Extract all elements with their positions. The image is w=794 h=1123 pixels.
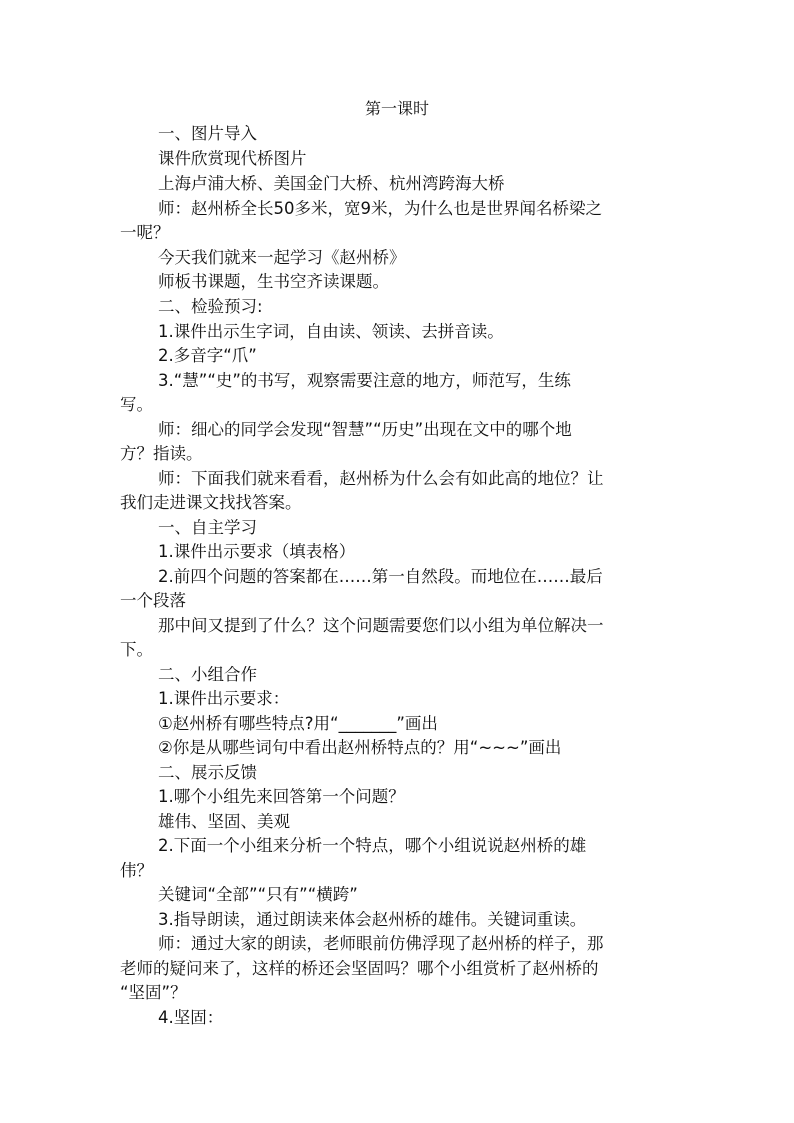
paragraph-line: 我们走进课文找找答案。: [120, 493, 302, 512]
paragraph-line: 方？指读。: [120, 444, 203, 463]
section-heading: 二、检验预习:: [158, 297, 263, 316]
paragraph-line: 2.前四个问题的答案都在……第一自然段。而地位在……最后: [158, 567, 603, 586]
paragraph-line: 师板书课题，生书空齐读课题。: [158, 272, 389, 291]
paragraph-line: 关键词“全部”“只有”“横跨”: [158, 885, 358, 904]
paragraph-line: ②你是从哪些词句中看出赵州桥特点的？用“~~~”画出: [158, 738, 562, 757]
paragraph-line: 师：赵州桥全长50多米，宽9米，为什么也是世界闻名桥梁之: [158, 199, 602, 218]
paragraph-line: 一呢？: [120, 223, 170, 242]
paragraph-line: 写。: [120, 395, 153, 414]
paragraph-line: 3.指导朗读，通过朗读来体会赵州桥的雄伟。关键词重读。: [158, 910, 587, 929]
paragraph-line: 课件欣赏现代桥图片: [158, 149, 307, 168]
paragraph-line: 1.课件出示生字词，自由读、领读、去拼音读。: [158, 322, 504, 341]
paragraph-line: 一个段落: [120, 591, 186, 610]
paragraph-line: 1.哪个小组先来回答第一个问题？: [158, 787, 405, 806]
paragraph-line: 1.课件出示要求：: [158, 689, 290, 708]
paragraph-line: 1.课件出示要求（填表格）: [158, 542, 356, 561]
section-heading: 一、图片导入: [158, 124, 257, 143]
paragraph-line: 师：下面我们就来看看，赵州桥为什么会有如此高的地位？让: [158, 469, 604, 488]
paragraph-line: 上海卢浦大桥、美国金门大桥、杭州湾跨海大桥: [158, 174, 505, 193]
paragraph-line: 师：通过大家的朗读，老师眼前仿佛浮现了赵州桥的样子，那: [158, 934, 604, 953]
paragraph-line: 4.坚固：: [158, 1008, 224, 1027]
paragraph-line: “坚固”？: [120, 983, 187, 1002]
paragraph-line: ①赵州桥有哪些特点?用“_______”画出: [158, 714, 438, 733]
paragraph-line: 师：细心的同学会发现“智慧”“历史”出现在文中的哪个地: [158, 420, 572, 439]
section-heading: 二、展示反馈: [158, 763, 257, 782]
paragraph-line: 今天我们就来一起学习《赵州桥》: [158, 248, 406, 267]
paragraph-line: 老师的疑问来了，这样的桥还会坚固吗？哪个小组赏析了赵州桥的: [120, 959, 599, 978]
paragraph-line: 3.“慧”“史”的书写，观察需要注意的地方，师范写，生练: [158, 371, 571, 390]
paragraph-line: 伟？: [120, 861, 153, 880]
paragraph-line: 下。: [120, 640, 153, 659]
paragraph-line: 2.多音字“爪”: [158, 346, 257, 365]
paragraph-line: 雄伟、坚固、美观: [158, 812, 290, 831]
paragraph-line: 那中间又提到了什么？这个问题需要您们以小组为单位解决一: [158, 616, 604, 635]
page-title: 第一课时: [364, 99, 429, 118]
paragraph-line: 2.下面一个小组来分析一个特点，哪个小组说说赵州桥的雄: [158, 836, 587, 855]
section-heading: 二、小组合作: [158, 665, 257, 684]
section-heading: 一、自主学习: [158, 518, 257, 537]
